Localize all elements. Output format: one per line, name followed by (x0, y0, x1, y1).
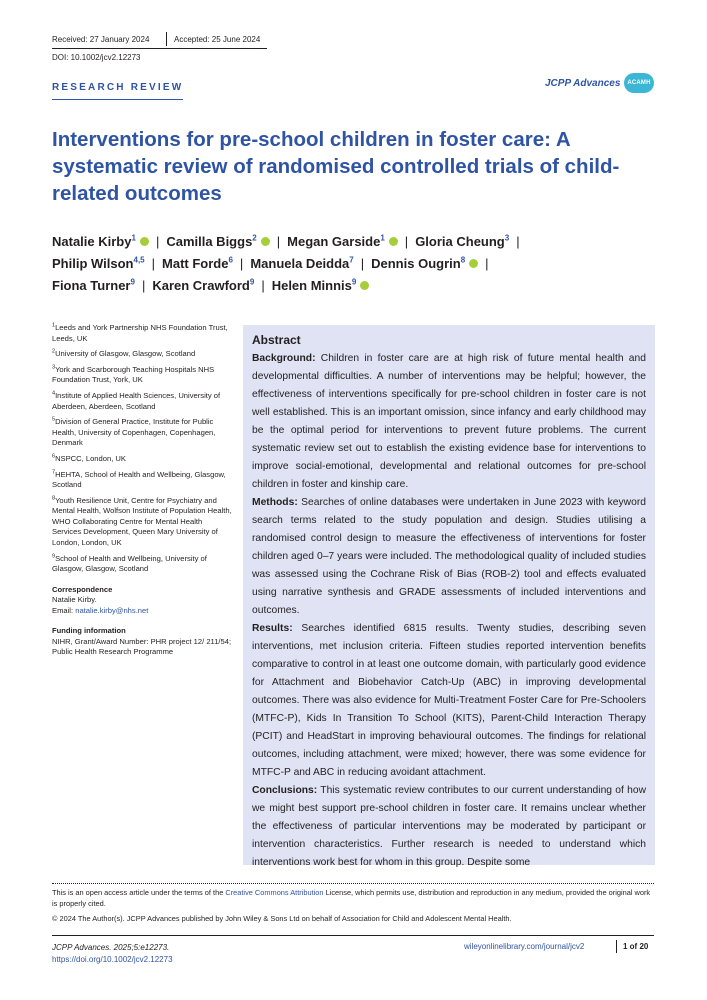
license-note (52, 887, 654, 909)
author-name: Philip Wilson (52, 256, 134, 271)
license-pre: This is an open access article under the terms of the (52, 888, 226, 897)
author-affiliation-ref[interactable]: 9 (351, 277, 357, 287)
background-text: Children in foster care are at high risk of future mental health and developmental difficulties. A number of interventions may be helpful; however, the effectiveness of interventions specifically for pre-school children in foster care is not well established. This is an important omission, since infancy and early childhood may be the optimal period for interventions to prevent future problems. The current systematic review set out to establish the existing evidence base for interventions to improve social-emotional, developmental and relational outcomes for pre-school children in foster and kinship care. (252, 353, 646, 490)
orcid-icon[interactable] (140, 237, 149, 246)
author-affiliation-ref[interactable]: 1 (131, 233, 136, 243)
affiliation-number: 8 (52, 495, 56, 502)
header-separator (166, 32, 167, 46)
abstract-methods (252, 494, 646, 620)
author-affiliation-ref[interactable]: 7 (349, 255, 354, 265)
author-affiliation-ref[interactable]: 9 (249, 277, 255, 287)
article-title: Interventions for pre-school children in foster care: A systematic review of randomised controlled trials of child-related outcomes (52, 128, 620, 205)
author-name: Natalie Kirby (52, 234, 132, 249)
affiliation-item (52, 391, 232, 412)
author-name: Gloria Cheung (415, 234, 505, 249)
web-link[interactable]: wileyonlinelibrary.com/journal/jcv2 (464, 942, 585, 951)
received-date: Received: 27 January 2024 (52, 35, 150, 44)
author-separator: | (155, 234, 160, 249)
footer-rule (52, 935, 654, 936)
abstract-heading: Abstract (252, 333, 301, 347)
affiliation-text: Leeds and York Partnership NHS Foundation Trust, Leeds, UK (52, 323, 228, 343)
doi: DOI: 10.1002/jcv2.12273 (52, 53, 141, 62)
abstract-background (252, 350, 646, 494)
affiliation-item (52, 496, 232, 549)
author-name: Fiona Turner (52, 278, 131, 293)
correspondence-email[interactable]: natalie.kirby@nhs.net (75, 605, 149, 615)
author-name: Matt Forde (162, 256, 229, 271)
affiliation-number: 7 (52, 469, 56, 476)
affiliation-item (52, 365, 232, 386)
affiliation-text: York and Scarborough Teaching Hospitals NHS Foundation Trust, York, UK (52, 364, 215, 385)
methods-label: Methods: (252, 497, 298, 508)
affiliation-number: 9 (52, 552, 56, 559)
page-number: 1 of 20 (623, 942, 649, 951)
affiliation-number: 2 (52, 348, 56, 355)
section-underline (52, 99, 183, 100)
affiliation-item (52, 349, 232, 360)
methods-text: Searches of online databases were undertaken in June 2023 with keyword search terms related to the study population and design. Studies utilising a randomised control design to measure the effectiveness of interventions for foster children aged 0–7 years were included. The methodological quality of included studies was assessed using the Cochrane Risk of Bias (ROB-2) tool and effects evaluated using narrative synthesis and GRADE assessments of included interventions and outcomes. (252, 497, 646, 616)
license-link[interactable]: Creative Commons Attribution (225, 888, 324, 897)
conclusions-label: Conclusions: (252, 785, 318, 796)
footer-divider (52, 883, 654, 884)
author-separator: | (261, 278, 265, 293)
page-separator (616, 940, 617, 953)
author-separator: | (360, 256, 365, 271)
background-label: Background: (252, 353, 316, 364)
funding-heading: Funding information (52, 626, 126, 635)
copyright: © 2024 The Author(s). JCPP Advances published by John Wiley & Sons Ltd on behalf of Association for Child and Adolescent Mental Health. (52, 914, 512, 923)
author-affiliation-ref[interactable]: 3 (504, 233, 510, 243)
affiliation-text: HEHTA, School of Health and Wellbeing, Glasgow, Scotland (52, 469, 226, 490)
accepted-date: Accepted: 25 June 2024 (174, 35, 261, 44)
affiliation-number: 6 (52, 453, 56, 460)
orcid-icon[interactable] (360, 281, 369, 290)
author-affiliation-ref[interactable]: 9 (130, 277, 135, 287)
section-label: RESEARCH REVIEW (52, 82, 184, 93)
abstract-results (252, 620, 646, 782)
author-separator: | (141, 278, 146, 293)
correspondence-heading: Correspondence (52, 584, 113, 594)
abstract-box (243, 325, 655, 868)
affiliation-item (52, 470, 232, 491)
author-separator: | (239, 256, 244, 271)
orcid-icon[interactable] (261, 237, 270, 246)
orcid-icon[interactable] (389, 237, 398, 246)
conclusions-text: This systematic review contributes to our current understanding of how we might best support pre-school children in foster care. It remains unclear whether the effectiveness of particular interventions may be moderated by participant or intervention characteristics. Further research is needed to understand which interventions work best for whom in this group. Despite some (252, 785, 646, 868)
header-rule (52, 48, 267, 49)
affiliation-number: 5 (52, 416, 56, 423)
author-name: Manuela Deidda (250, 256, 350, 271)
author-affiliation-ref[interactable]: 2 (252, 233, 257, 243)
affiliation-item (52, 554, 232, 575)
author-separator: | (404, 234, 409, 249)
author-affiliation-ref[interactable]: 8 (460, 255, 466, 265)
funding-block (52, 626, 232, 658)
author-name: Karen Crawford (152, 278, 250, 293)
affiliation-text: Division of General Practice, Institute for Public Health, University of Copenhagen, Copenhagen, Denmark (52, 417, 216, 448)
author-name: Camilla Biggs (166, 234, 253, 249)
author-affiliation-ref[interactable]: 6 (228, 255, 233, 265)
affiliations (52, 323, 232, 663)
email-label: Email: (52, 605, 76, 615)
author-name: Megan Garside (287, 234, 381, 249)
affiliation-text: NSPCC, London, UK (55, 453, 126, 463)
affiliation-text: University of Glasgow, Glasgow, Scotland (55, 349, 196, 359)
author-affiliation-ref[interactable]: 1 (380, 233, 385, 243)
results-label: Results: (252, 623, 293, 634)
doi-link[interactable]: https://doi.org/10.1002/jcv2.12273 (52, 955, 173, 964)
affiliation-number: 3 (52, 364, 56, 371)
affiliation-item (52, 417, 232, 449)
author-separator: | (276, 234, 281, 249)
results-text: Searches identified 6815 results. Twenty studies, describing seven interventions, met inclusion criteria. Fifteen studies reported intervention benefits comparative to control in at least one outcome domain, with particularly good evidence for Attachment and Biobehavior Catch-Up (ABC) in improving developmental outcomes. There was also evidence for Multi-Treatment Foster Care for Pre-Schoolers (MTFC-P), Kids In Transition To School (KITS), Parent-Child Interaction Therapy (PCIT) and HeadStart in improving behavioural outcomes. The findings for relational outcomes, including attachment, were mixed; however, there was some evidence for MTFC-P and ABC in reducing avoidant attachment. (252, 623, 646, 778)
license-post: License, which permits use, distribution and reproduction in any medium, provided the original work is properly cited. (52, 888, 651, 908)
journal-brand[interactable]: JCPP Advances (545, 78, 621, 89)
orcid-icon[interactable] (469, 259, 478, 268)
correspondence-name: Natalie Kirby. (52, 595, 97, 604)
affiliation-number: 1 (52, 322, 56, 329)
author-affiliation-ref[interactable]: 4,5 (133, 255, 145, 265)
funding-text: NIHR, Grant/Award Number: PHR project 12/ 211/54; Public Health Research Programme (52, 636, 232, 656)
correspondence-block (52, 585, 232, 617)
affiliation-item (52, 323, 232, 344)
affiliation-number: 4 (52, 390, 56, 397)
author-separator: | (485, 256, 489, 271)
affiliation-item (52, 454, 232, 465)
author-list (52, 231, 652, 297)
acamh-logo: ACAMH (624, 73, 654, 93)
author-separator: | (151, 256, 156, 271)
author-name: Helen Minnis (271, 278, 352, 293)
affiliation-text: School of Health and Wellbeing, University of Glasgow, Glasgow, Scotland (52, 553, 207, 573)
journal-citation (52, 942, 173, 966)
affiliation-text: Institute of Applied Health Sciences, University of Aberdeen, Aberdeen, Scotland (52, 391, 221, 411)
affiliation-text: Youth Resilience Unit, Centre for Psychiatry and Mental Health, Wolfson Institute of Population Health, WHO Collaborating Centre for Mental Health Services Development, Queen Mary University of London, London, UK (52, 495, 232, 547)
journal-cite: JCPP Advances. 2025;5:e12273. (52, 943, 170, 952)
abstract-conclusions (252, 782, 646, 872)
author-name: Dennis Ougrin (371, 256, 461, 271)
author-separator: | (516, 234, 520, 249)
